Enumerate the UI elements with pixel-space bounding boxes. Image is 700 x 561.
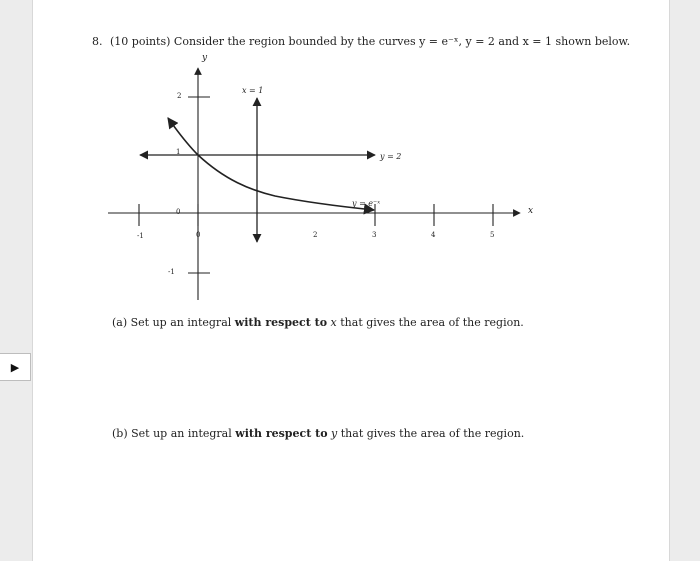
part-b-variable: y (331, 427, 338, 440)
part-b-text: (b) Set up an integral (112, 427, 232, 440)
y-tick-label: 1 (176, 148, 181, 156)
part-b (112, 427, 524, 440)
curve-label: y = e⁻ˣ (352, 199, 381, 208)
part-a (112, 316, 524, 329)
line-x-label: x = 1 (242, 86, 264, 95)
part-a-text: (a) Set up an integral (112, 316, 232, 329)
play-triangle-icon: ▶ (10, 360, 20, 374)
curve-exp-decay (168, 118, 374, 210)
question-number: 8. (92, 35, 103, 48)
y-tick-label: -1 (168, 268, 175, 276)
y-tick-label: 2 (177, 92, 182, 100)
x-tick-label: 5 (490, 231, 495, 239)
x-tick-label: -1 (137, 232, 144, 240)
x-tick-label: 4 (431, 231, 436, 239)
x-tick-label: 2 (313, 231, 318, 239)
part-a-suffix: that gives the area of the region. (340, 316, 524, 329)
question-text: (10 points) Consider the region bounded by the curves y = e⁻ˣ, y = 2 and x = 1 shown below. (110, 35, 631, 48)
part-b-emphasis: with respect to (235, 427, 328, 440)
x-axis-label: x (528, 206, 534, 216)
part-a-variable: x (330, 316, 337, 329)
y-tick-label: 0 (176, 208, 181, 216)
part-a-emphasis: with respect to (234, 316, 328, 329)
part-b-suffix: that gives the area of the region. (340, 427, 525, 440)
x-tick-label: 3 (372, 231, 377, 239)
line-y-label: y = 2 (380, 152, 402, 161)
x-tick-label: 0 (196, 231, 201, 239)
y-axis-label: y (202, 53, 208, 63)
